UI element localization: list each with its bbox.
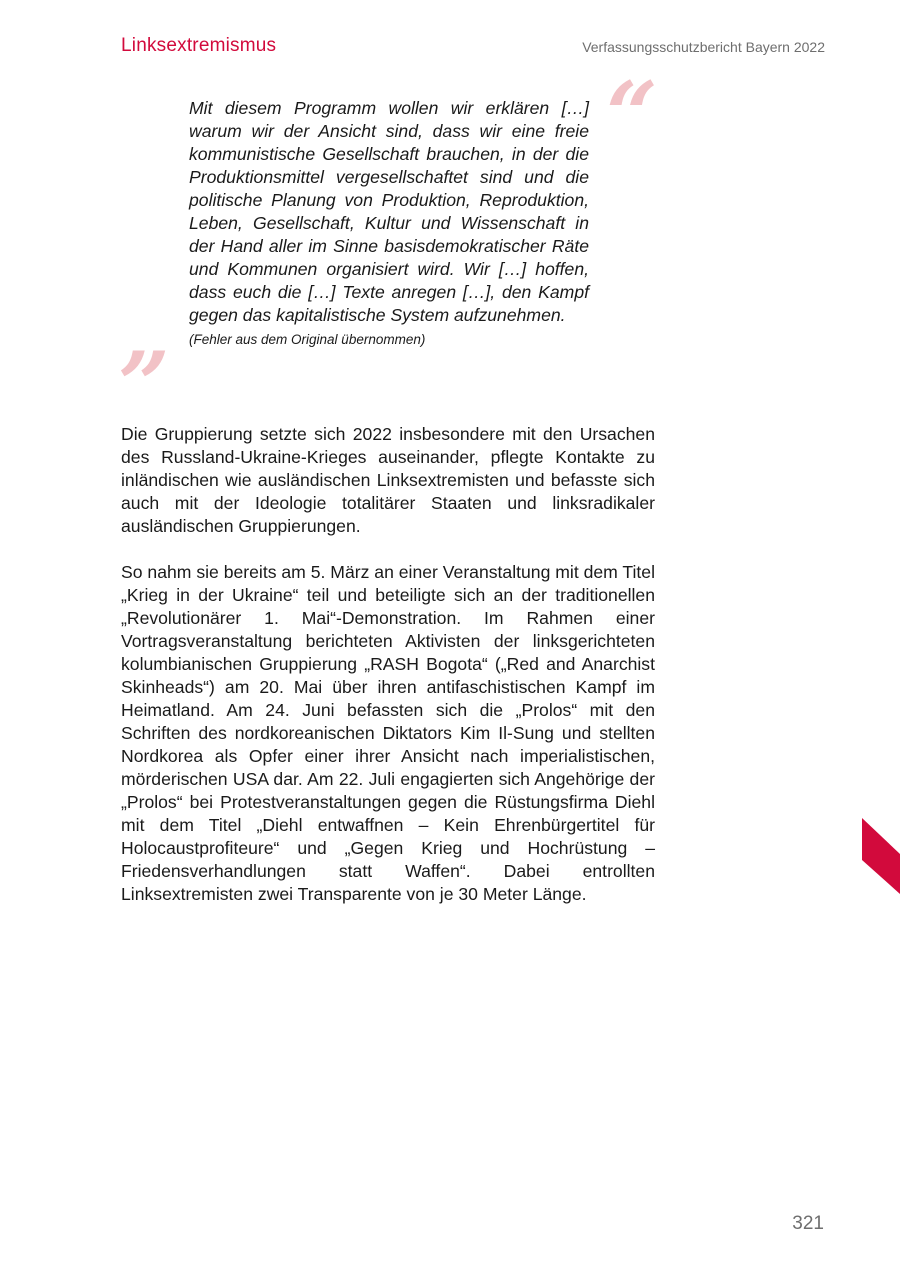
paragraph-1: Die Gruppierung setzte sich 2022 insbesondere mit den Ursachen des Russland-Ukraine-Krieges auseinander, pflegte Kontakte zu inländischen wie ausländischen Linksextremisten und befasste sich auch mit der Ideologie totalitärer Staaten und linksradikaler ausländischen Gruppierungen. — [121, 424, 655, 536]
paragraph-2: So nahm sie bereits am 5. März an einer Veranstaltung mit dem Titel „Krieg in der Ukraine“ teil und beteiligte sich an der traditionellen „Revolutionärer 1. Mai“-Demonstration. Im Rahmen einer Vortragsveranstaltung berichteten Aktivisten der linksgerichteten kolumbianischen Gruppierung „RASH Bogota“ („Red and Anarchist Skinheads“) am 20. Mai über ihren antifaschistischen Kampf im Heimatland. Am 24. Juni befassten sich die „Prolos“ mit den Schriften des nordkoreanischen Diktators Kim Il-Sung und stellten Nordkorea als Opfer einer ihrer Ansicht nach imperialistischen, mörderischen USA dar. Am 22. Juli engagierten sich Angehörige der „Prolos“ bei Protestveranstaltungen gegen die Rüstungsfirma Diehl mit dem Titel „Diehl entwaffnen – Kein Ehrenbürgertitel für Holocaustprofiteure“ und „Gegen Krieg und Hochrüstung – Friedensverhandlungen statt Waffen“. Dabei entrollten Linksextremisten zwei Transparente von je 30 Meter Länge. — [121, 562, 655, 904]
chapter-tab-shape — [862, 818, 900, 894]
chapter-tab-marker — [862, 818, 900, 894]
quote-note: (Fehler aus dem Original übernommen) — [189, 332, 426, 347]
page-number: 321 — [792, 1213, 824, 1234]
close-quote-mark: ” — [118, 332, 170, 438]
report-title: Verfassungsschutzbericht Bayern 2022 — [582, 39, 825, 55]
section-title: Linksextremismus — [121, 35, 277, 56]
block-quote — [189, 97, 589, 349]
open-quote-mark: “ — [606, 62, 658, 168]
body-text — [121, 423, 655, 929]
quote-text: Mit diesem Programm wollen wir erklären […] warum wir der Ansicht sind, dass wir eine freie kommunistische Gesellschaft brauchen, in der die Produktionsmittel vergesellschaftet sind und die politische Planung von Produktion, Reproduktion, Leben, Gesellschaft, Kultur und Wissenschaft in der Hand aller im Sinne basisdemokratischer Räte und Kommunen organisiert wird. Wir […] hoffen, dass euch die […] Texte anregen […], den Kampf gegen das kapitalistische System aufzunehmen. — [189, 98, 589, 325]
